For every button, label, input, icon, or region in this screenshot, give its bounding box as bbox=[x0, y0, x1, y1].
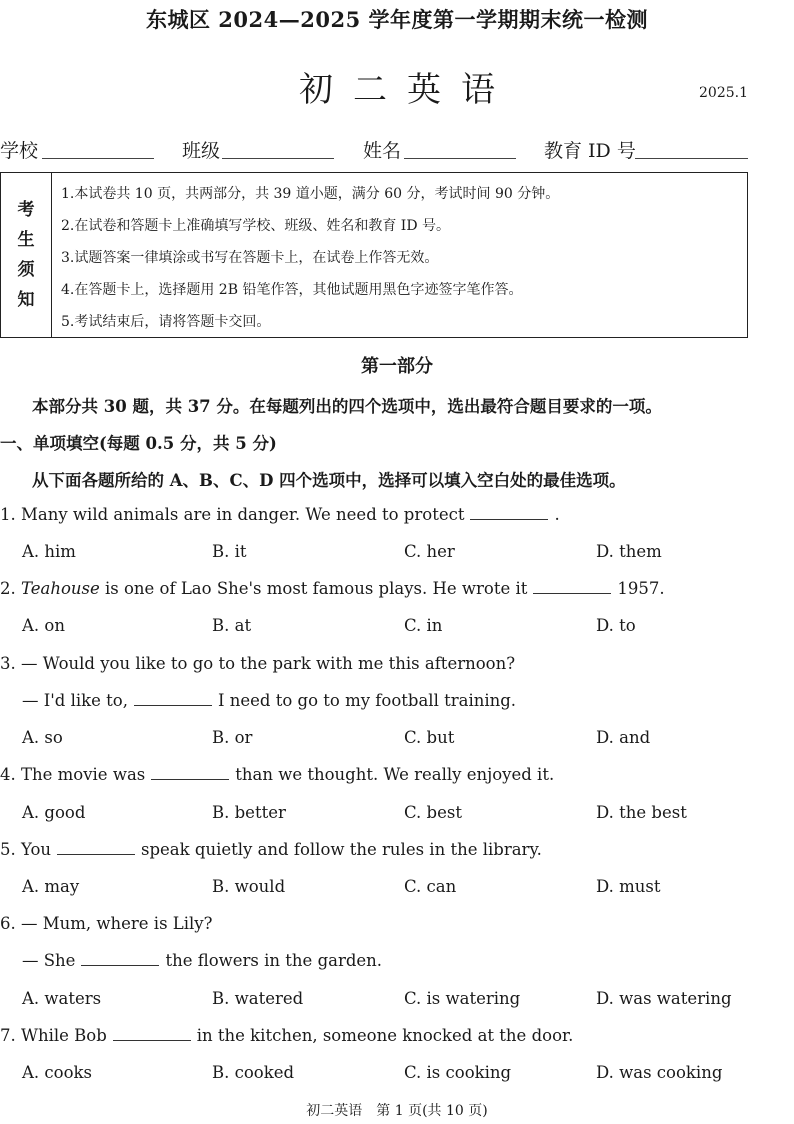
option-d: D. and bbox=[596, 728, 651, 747]
question-text: — I'd like to, bbox=[22, 691, 128, 710]
exam-title: 东城区 2024—2025 学年度第一学期期末统一检测 bbox=[145, 7, 648, 32]
section-title: 一、单项填空(每题 0.5 分，共 5 分) bbox=[0, 434, 277, 453]
notice-box bbox=[0, 172, 748, 338]
option-c: C. can bbox=[404, 877, 457, 896]
school-label: 学校 bbox=[0, 140, 39, 162]
option-d: D. was cooking bbox=[596, 1063, 723, 1082]
question-text: than we thought. We really enjoyed it. bbox=[235, 765, 555, 784]
question-6-reply bbox=[22, 951, 382, 970]
section-instruction: 从下面各题所给的 A、B、C、D 四个选项中，选择可以填入空白处的最佳选项。 bbox=[32, 471, 626, 490]
option-b: B. would bbox=[212, 877, 286, 896]
option-b: B. it bbox=[212, 542, 247, 561]
question-7 bbox=[0, 1026, 573, 1045]
class-field[interactable] bbox=[222, 158, 334, 159]
option-a: A. on bbox=[22, 616, 65, 635]
notice-item: 3.试题答案一律填涂或书写在答题卡上，在试卷上作答无效。 bbox=[61, 250, 439, 266]
option-a: A. good bbox=[22, 803, 86, 822]
option-a: A. may bbox=[22, 877, 80, 896]
notice-heading-char: 知 bbox=[17, 290, 35, 310]
option-a: A. waters bbox=[22, 989, 102, 1008]
notice-item: 5.考试结束后，请将答题卡交回。 bbox=[61, 314, 271, 330]
option-d: D. to bbox=[596, 616, 636, 635]
part-title: 第一部分 bbox=[361, 356, 433, 377]
question-4 bbox=[0, 765, 554, 784]
question-number: 2. bbox=[0, 579, 21, 598]
answer-blank bbox=[134, 691, 212, 706]
question-text: 4. The movie was bbox=[0, 765, 146, 784]
option-d: D. them bbox=[596, 542, 662, 561]
question-text: 5. You bbox=[0, 840, 52, 859]
question-text: I need to go to my football training. bbox=[217, 691, 517, 710]
edu-id-field[interactable] bbox=[635, 158, 748, 159]
option-a: A. so bbox=[22, 728, 63, 747]
answer-blank bbox=[151, 765, 229, 780]
question-5 bbox=[0, 840, 542, 859]
option-b: B. or bbox=[212, 728, 253, 747]
answer-blank bbox=[470, 505, 548, 520]
question-1 bbox=[0, 505, 560, 524]
play-title: Teahouse bbox=[21, 579, 100, 598]
option-c: C. best bbox=[404, 803, 462, 822]
question-text: 1957. bbox=[617, 579, 665, 598]
exam-date: 2025.1 bbox=[699, 85, 748, 101]
option-b: B. cooked bbox=[212, 1063, 295, 1082]
option-d: D. was watering bbox=[596, 989, 732, 1008]
notice-heading-char: 须 bbox=[17, 260, 35, 280]
edu-id-label: 教育 ID 号 bbox=[544, 140, 636, 162]
option-c: C. is cooking bbox=[404, 1063, 512, 1082]
option-b: B. at bbox=[212, 616, 252, 635]
option-c: C. but bbox=[404, 728, 455, 747]
option-c: C. is watering bbox=[404, 989, 521, 1008]
answer-blank bbox=[533, 579, 611, 594]
answer-blank bbox=[81, 951, 159, 966]
name-field[interactable] bbox=[404, 158, 516, 159]
answer-blank bbox=[113, 1026, 191, 1041]
question-text: the flowers in the garden. bbox=[165, 951, 383, 970]
notice-heading-char: 考 bbox=[17, 200, 35, 220]
class-label: 班级 bbox=[182, 140, 221, 162]
notice-item: 1.本试卷共 10 页，共两部分，共 39 道小题，满分 60 分，考试时间 90 分钟。 bbox=[61, 186, 560, 202]
question-text: 1. Many wild animals are in danger. We need to protect bbox=[0, 505, 465, 524]
option-b: B. watered bbox=[212, 989, 304, 1008]
part-intro: 本部分共 30 题，共 37 分。在每题列出的四个选项中，选出最符合题目要求的一项。 bbox=[32, 397, 662, 416]
question-3-reply bbox=[22, 691, 516, 710]
question-text: in the kitchen, someone knocked at the door. bbox=[196, 1026, 574, 1045]
question-text: is one of Lao She's most famous plays. He wrote it bbox=[99, 579, 528, 598]
school-field[interactable] bbox=[42, 158, 154, 159]
question-3: 3. — Would you like to go to the park with me this afternoon? bbox=[0, 654, 516, 673]
option-c: C. her bbox=[404, 542, 455, 561]
option-d: D. the best bbox=[596, 803, 687, 822]
question-text: . bbox=[554, 505, 560, 524]
option-b: B. better bbox=[212, 803, 286, 822]
question-text: 7. While Bob bbox=[0, 1026, 107, 1045]
answer-blank bbox=[57, 840, 135, 855]
question-text: speak quietly and follow the rules in the library. bbox=[141, 840, 542, 859]
notice-heading-char: 生 bbox=[17, 230, 35, 250]
page-footer: 初二英语 第 1 页(共 10 页) bbox=[306, 1103, 488, 1119]
name-label: 姓名 bbox=[363, 140, 402, 162]
option-c: C. in bbox=[404, 616, 443, 635]
notice-item: 4.在答题卡上，选择题用 2B 铅笔作答，其他试题用黑色字迹签字笔作答。 bbox=[61, 282, 523, 298]
question-text: — She bbox=[22, 951, 76, 970]
notice-heading bbox=[1, 173, 52, 337]
question-2 bbox=[0, 579, 665, 598]
subject-title: 初二英语 bbox=[299, 70, 515, 110]
question-6: 6. — Mum, where is Lily? bbox=[0, 914, 213, 933]
notice-item: 2.在试卷和答题卡上准确填写学校、班级、姓名和教育 ID 号。 bbox=[61, 218, 451, 234]
option-a: A. cooks bbox=[22, 1063, 92, 1082]
option-a: A. him bbox=[22, 542, 76, 561]
option-d: D. must bbox=[596, 877, 661, 896]
